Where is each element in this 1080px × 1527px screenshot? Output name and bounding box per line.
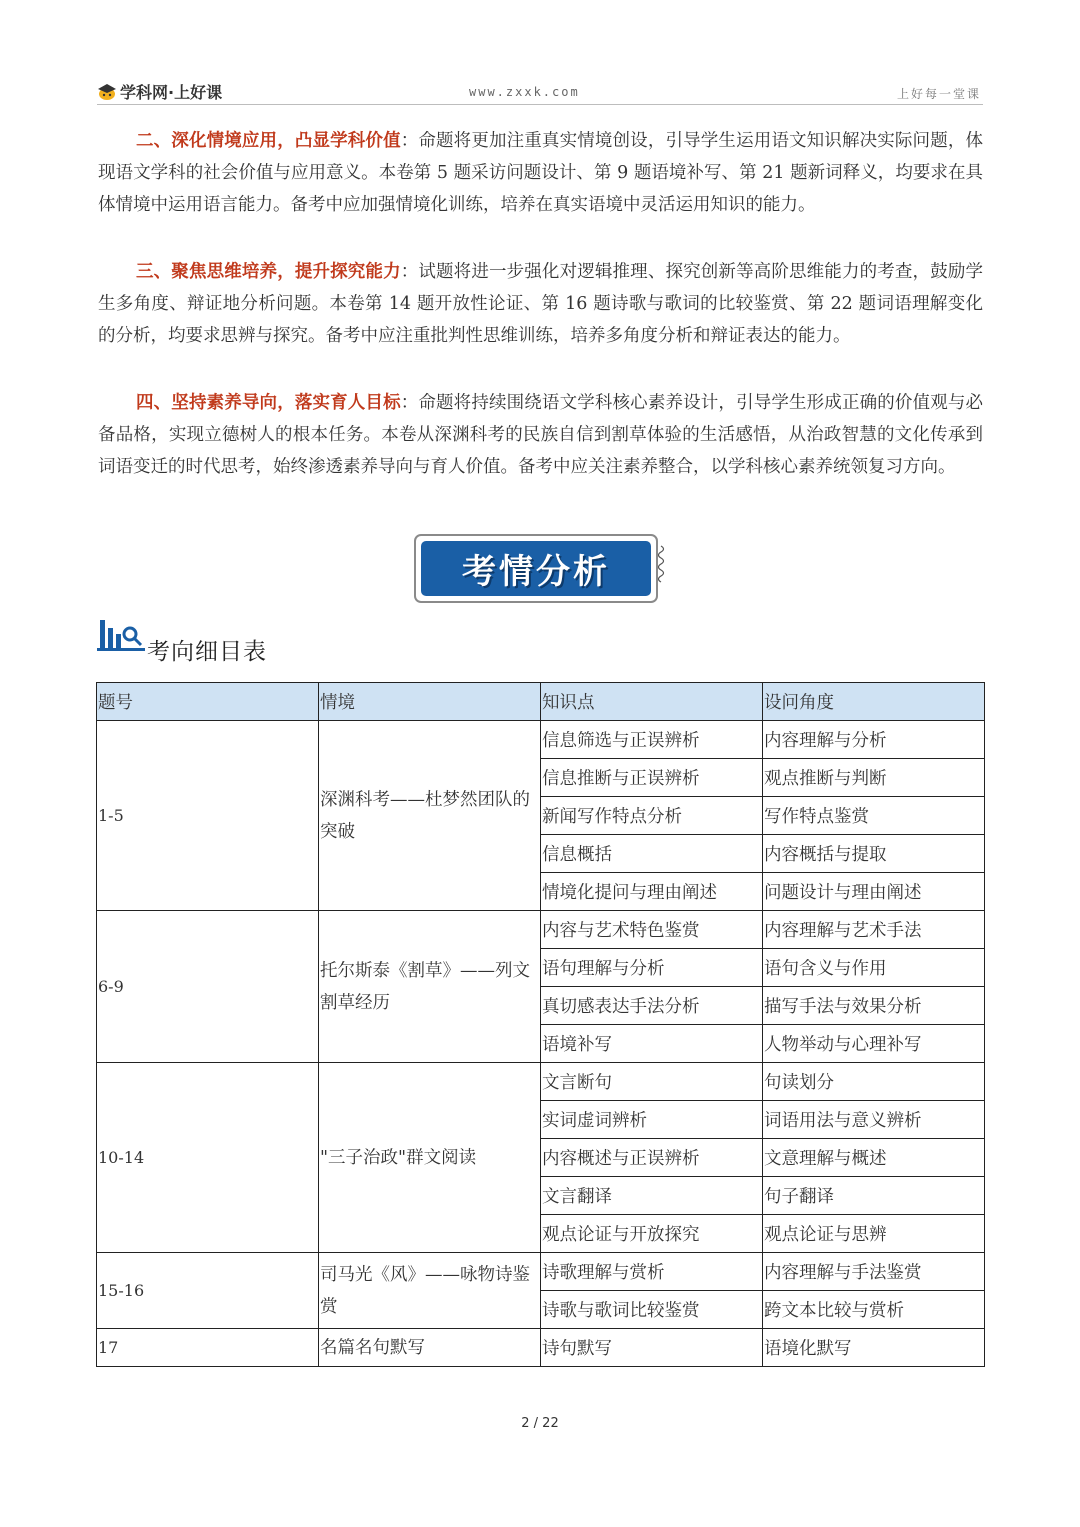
knowledge-cell: 诗歌与歌词比较鉴赏: [541, 1291, 763, 1329]
logo-text: 学科网·上好课: [120, 83, 223, 102]
paragraph-heading: 二、深化情境应用，凸显学科价值: [136, 131, 401, 151]
context-cell: 深渊科考——杜梦然团队的突破: [319, 721, 541, 911]
header-slogan: 上好每一堂课: [896, 87, 981, 101]
knowledge-cell: 内容概述与正误辨析: [541, 1139, 763, 1177]
table-row: [97, 1329, 985, 1367]
question-number-cell: 6-9: [97, 911, 319, 1063]
knowledge-cell: 信息筛选与正误辨析: [541, 721, 763, 759]
angle-cell: 文意理解与概述: [763, 1139, 985, 1177]
knowledge-cell: 诗歌理解与赏析: [541, 1253, 763, 1291]
knowledge-cell: 信息推断与正误辨析: [541, 759, 763, 797]
column-header-number: 题号: [97, 683, 319, 721]
context-cell: 托尔斯泰《割草》——列文割草经历: [319, 911, 541, 1063]
paragraph-body: ：命题将更加注重真实情境创设，引导学生运用语文知识解决实际问题，体现语文学科的社会价值与应用意义。本卷第 5 题采访问题设计、第 9 题语境补写、第 21 题新词释义，均要求在具体情境中运用语言能力。备考中应加强情境化训练，培养在真实语境中灵活运用知识的能力。: [98, 131, 983, 215]
table-row: [97, 911, 985, 949]
knowledge-cell: 实词虚词辨析: [541, 1101, 763, 1139]
paragraph-body: ：试题将进一步强化对逻辑推理、探究创新等高阶思维能力的考查，鼓励学生多角度、辩证地分析问题。本卷第 14 题开放性论证、第 16 题诗歌与歌词的比较鉴赏、第 22 题词语理解变化的分析，均要求思辨与探究。备考中应注重批判性思维训练，培养多角度分析和辩证表达的能力。: [98, 262, 983, 346]
paragraph-literacy: [98, 387, 983, 483]
column-header-angle: 设问角度: [763, 683, 985, 721]
knowledge-cell: 诗句默写: [541, 1329, 763, 1367]
angle-cell: 词语用法与意义辨析: [763, 1101, 985, 1139]
knowledge-cell: 语境补写: [541, 1025, 763, 1063]
knowledge-cell: 信息概括: [541, 835, 763, 873]
context-cell: 司马光《风》——咏物诗鉴赏: [319, 1253, 541, 1329]
knowledge-cell: 新闻写作特点分析: [541, 797, 763, 835]
angle-cell: 句读划分: [763, 1063, 985, 1101]
page-number: 2 / 22: [521, 1416, 559, 1431]
page-header: [97, 78, 983, 106]
knowledge-cell: 语句理解与分析: [541, 949, 763, 987]
table-row: [97, 721, 985, 759]
angle-cell: 问题设计与理由阐述: [763, 873, 985, 911]
angle-cell: 语句含义与作用: [763, 949, 985, 987]
angle-cell: 描写手法与效果分析: [763, 987, 985, 1025]
context-cell: 名篇名句默写: [319, 1329, 541, 1367]
header-divider: [97, 104, 983, 105]
exam-details-table: [96, 682, 985, 1367]
knowledge-cell: 内容与艺术特色鉴赏: [541, 911, 763, 949]
column-header-context: 情境: [319, 683, 541, 721]
knowledge-cell: 真切感表达手法分析: [541, 987, 763, 1025]
paragraph-heading: 三、聚焦思维培养，提升探究能力: [136, 262, 401, 282]
angle-cell: 内容理解与分析: [763, 721, 985, 759]
angle-cell: 人物举动与心理补写: [763, 1025, 985, 1063]
paragraph-body: ：命题将持续围绕语文学科核心素养设计，引导学生形成正确的价值观与必备品格，实现立德树人的根本任务。本卷从深渊科考的民族自信到割草体验的生活感悟，从治政智慧的文化传承到词语变迁的时代思考，始终渗透素养导向与育人价值。备考中应关注素养整合，以学科核心素养统领复习方向。: [98, 393, 983, 477]
knowledge-cell: 文言断句: [541, 1063, 763, 1101]
bar-chart-icon: [97, 614, 145, 654]
angle-cell: 写作特点鉴赏: [763, 797, 985, 835]
question-number-cell: 17: [97, 1329, 319, 1367]
table-header-row: [97, 683, 985, 721]
squiggle-decoration-icon: [658, 545, 668, 583]
paragraph-situational: [98, 125, 983, 221]
knowledge-cell: 文言翻译: [541, 1177, 763, 1215]
site-url: www.zxxk.com: [469, 85, 580, 99]
column-header-knowledge: 知识点: [541, 683, 763, 721]
angle-cell: 内容理解与手法鉴赏: [763, 1253, 985, 1291]
paragraph-heading: 四、坚持素养导向，落实育人目标: [136, 393, 401, 413]
paragraph-thinking: [98, 256, 983, 352]
angle-cell: 语境化默写: [763, 1329, 985, 1367]
knowledge-cell: 观点论证与开放探究: [541, 1215, 763, 1253]
angle-cell: 跨文本比较与赏析: [763, 1291, 985, 1329]
angle-cell: 内容理解与艺术手法: [763, 911, 985, 949]
table-row: [97, 1253, 985, 1291]
question-number-cell: 15-16: [97, 1253, 319, 1329]
section-title: 考向细目表: [147, 639, 267, 665]
section-banner: [414, 534, 658, 603]
question-number-cell: 10-14: [97, 1063, 319, 1253]
knowledge-cell: 情境化提问与理由阐述: [541, 873, 763, 911]
context-cell: "三子治政"群文阅读: [319, 1063, 541, 1253]
site-logo: [97, 80, 222, 103]
angle-cell: 观点论证与思辨: [763, 1215, 985, 1253]
angle-cell: 观点推断与判断: [763, 759, 985, 797]
graduation-cap-icon: [97, 83, 117, 101]
banner-title: 考情分析: [462, 552, 610, 592]
angle-cell: 内容概括与提取: [763, 835, 985, 873]
angle-cell: 句子翻译: [763, 1177, 985, 1215]
question-number-cell: 1-5: [97, 721, 319, 911]
table-row: [97, 1063, 985, 1101]
banner-background: [421, 541, 651, 596]
